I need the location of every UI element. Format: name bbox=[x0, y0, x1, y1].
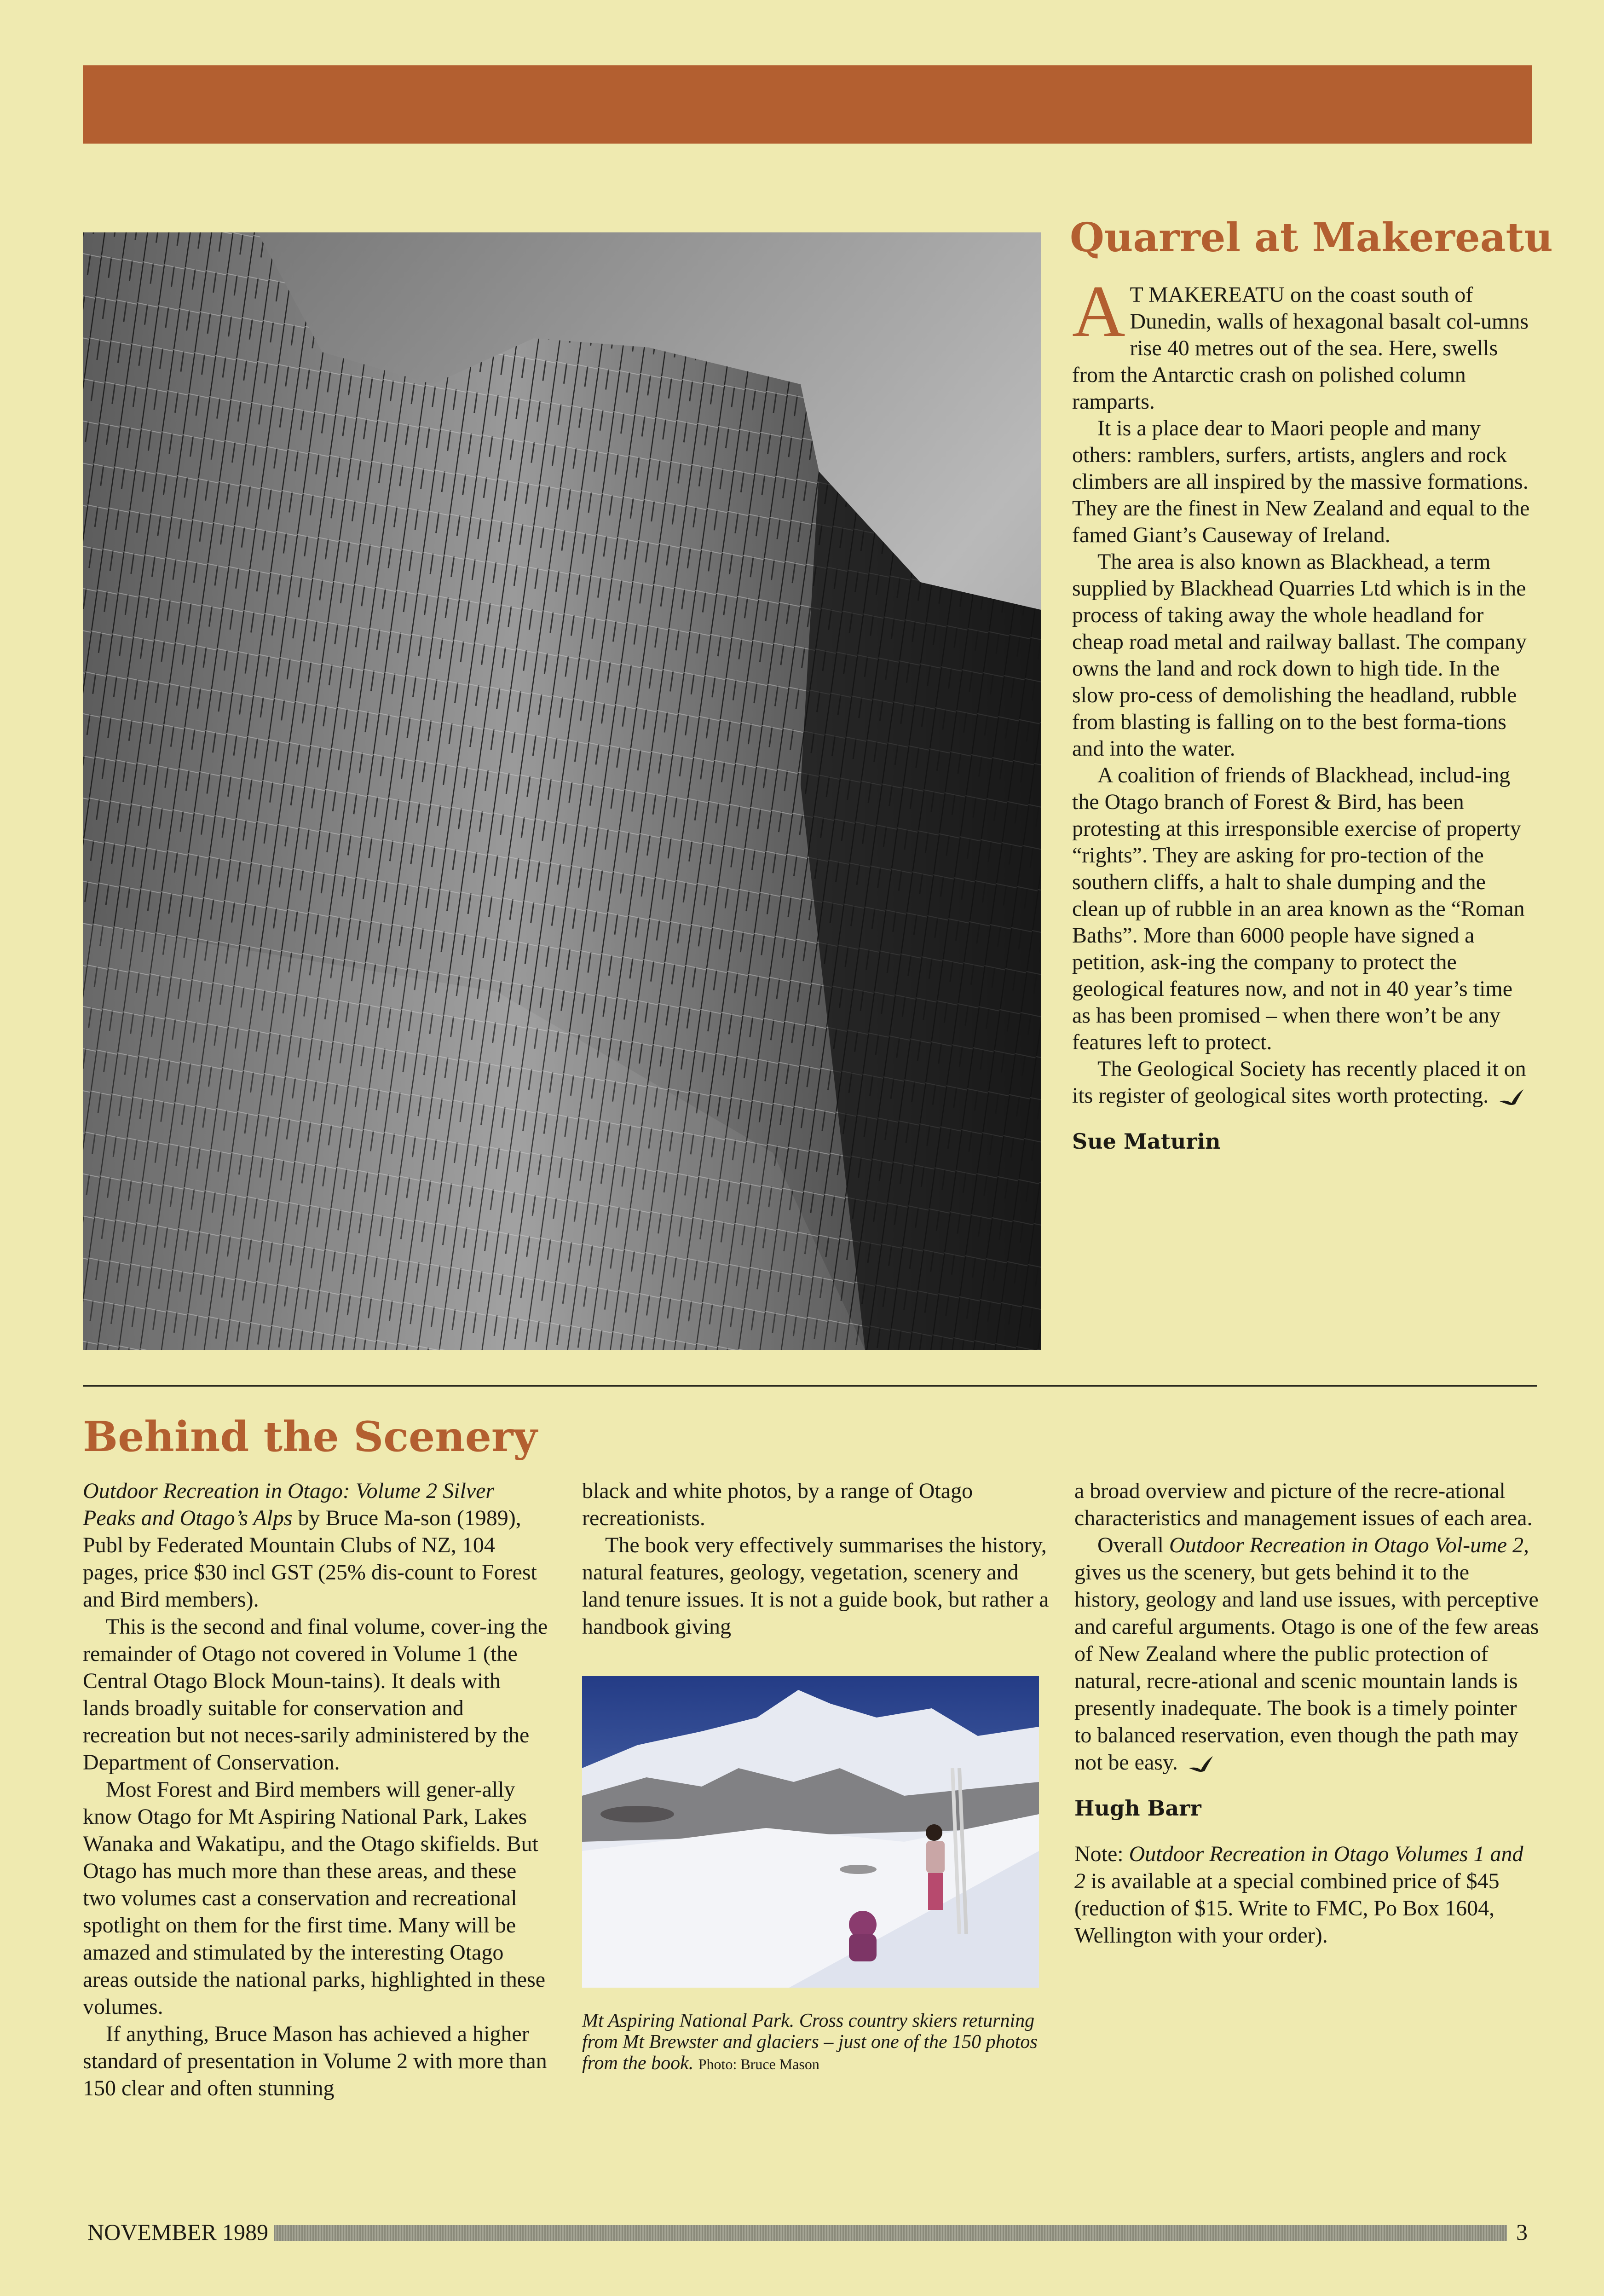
column-3 bbox=[1074, 1477, 1539, 1949]
book-citation: Outdoor Recreation in Otago: Volume 2 Silver Peaks and Otago’s Alps by Bruce Ma-son (1989), Publ by Federated Mountain Clubs of NZ, 104 pages, price $30 incl GST (25% dis-count to Forest and Bird members). bbox=[83, 1479, 537, 1612]
ordering-note: Note: Outdoor Recreation in Otago Volumes 1 and 2 is available at a special combined price of $45 (reduction of $15. Write to FMC, Po Box 1604, Wellington with your order). bbox=[1074, 1842, 1523, 1948]
photo-caption: Mt Aspiring National Park. Cross country skiers returning from Mt Brewster and glaciers – just one of the 150 photos from the book. Photo: Bruce Mason bbox=[582, 2010, 1038, 2074]
paragraph: It is a place dear to Maori people and many others: ramblers, surfers, artists, anglers and rock climbers are all inspired by the massive formations. They are the finest in New Zealand and equal to the famed Giant’s Causeway of Ireland. bbox=[1072, 416, 1530, 547]
article-title-quarrel: Quarrel at Makereatu bbox=[1070, 214, 1553, 261]
issue-date: NOVEMBER 1989 bbox=[87, 2219, 269, 2245]
paragraph: a broad overview and picture of the recre-ational characteristics and management issues of each area. bbox=[1074, 1479, 1533, 1530]
skiers-photo bbox=[582, 1676, 1039, 1988]
column-1 bbox=[83, 1477, 552, 2102]
page-number: 3 bbox=[1516, 2219, 1528, 2245]
header-band bbox=[83, 65, 1532, 144]
author-byline: Sue Maturin bbox=[1072, 1129, 1221, 1154]
paragraph: This is the second and final volume, cover-ing the remainder of Otago not covered in Volume 1 (the Central Otago Block Moun-tains). It deals with lands broadly suitable for conservation and recreation but not neces-sarily administered by the Department of Conservation. bbox=[83, 1614, 548, 1775]
paragraph: Overall Outdoor Recreation in Otago Vol-ume 2, gives us the scenery, but gets behind it to the history, geology and land use issues, with perceptive and careful arguments. Otago is one of the few areas of New Zealand where the public protection of natural, recre-ational and scenic mountain lands is presently inadequate. The book is a timely pointer to balanced reservation, even though the path may not be easy. bbox=[1074, 1533, 1539, 1775]
paragraph: The book very effectively summarises the history, natural features, geology, vegetation, scenery and land tenure issues. It is not a guide book, but rather a handbook giving bbox=[582, 1533, 1049, 1639]
column-2 bbox=[582, 1477, 1051, 1640]
paragraph: The area is also known as Blackhead, a term supplied by Blackhead Quarries Ltd which is in the process of taking away the whole headland for cheap road metal and railway ballast. The company owns the land and rock down to high tide. In the slow pro-cess of demolishing the headland, rubble from blasting is falling on to the best forma-tions and into the water. bbox=[1072, 549, 1527, 761]
paragraph: black and white photos, by a range of Otago recreationists. bbox=[582, 1479, 973, 1530]
author-byline: Hugh Barr bbox=[1074, 1796, 1201, 1821]
bird-end-mark-icon bbox=[1498, 1087, 1525, 1108]
paragraph: If anything, Bruce Mason has achieved a higher standard of presentation in Volume 2 with more than 150 clear and often stunning bbox=[83, 2022, 547, 2100]
footer-rule bbox=[274, 2225, 1507, 2241]
bird-end-mark-icon bbox=[1187, 1754, 1215, 1775]
paragraph: Most Forest and Bird members will gener-ally know Otago for Mt Aspiring National Park, Lakes Wanaka and Wakatipu, and the Otago skifields. But Otago has much more than these areas, and these two volumes cast a conservation and recreational spotlight on them for the first time. Many will be amazed and stimulated by the interesting Otago areas outside the national parks, highlighted in these volumes. bbox=[83, 1777, 546, 2019]
article-body-quarrel bbox=[1072, 270, 1535, 1155]
section-divider bbox=[83, 1385, 1537, 1387]
basalt-columns-photo bbox=[83, 232, 1041, 1350]
photo-credit: Photo: Bruce Mason bbox=[698, 2056, 819, 2072]
paragraph: The Geological Society has recently placed it on its register of geological sites worth protecting. bbox=[1072, 1057, 1526, 1108]
paragraph: A coalition of friends of Blackhead, includ-ing the Otago branch of Forest & Bird, has been protesting at this irresponsible exercise of property “rights”. They are asking for pro-tection of the southern cliffs, a halt to shale dumping and the clean up of rubble in an area known as the “Roman Baths”. More than 6000 people have signed a petition, ask-ing the company to protect the geological features now, and not in 40 year’s time as has been promised – when there won’t be any features left to protect. bbox=[1072, 763, 1525, 1054]
article-title-scenery: Behind the Scenery bbox=[83, 1412, 537, 1461]
paragraph: A T MAKEREATU on the coast south of Dunedin, walls of hexagonal basalt col-umns rise 40 metres out of the sea. Here, swells from the Antarctic crash on polished column ramparts. bbox=[1072, 270, 1529, 414]
drop-cap: A bbox=[1072, 270, 1125, 352]
